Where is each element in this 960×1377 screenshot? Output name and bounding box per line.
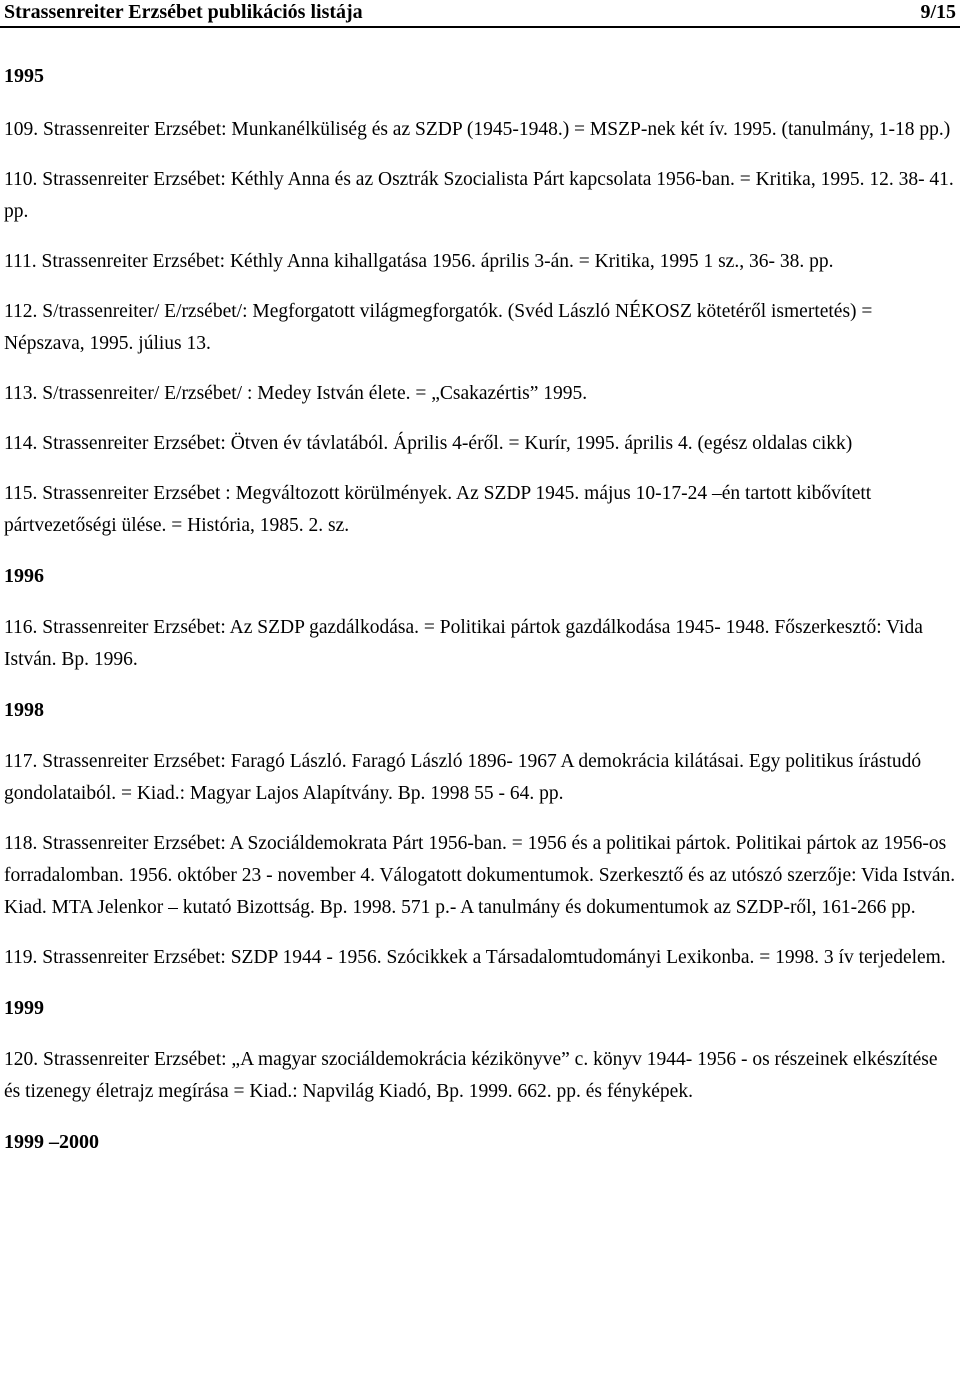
publication-entry: 117. Strassenreiter Erzsébet: Faragó László. Faragó László 1896- 1967 A demokrácia kilátásai. Egy politikus írástudó gondolataiból. = Kiad.: Magyar Lajos Alapítvány. Bp. 1998 55 - 64. pp.	[4, 751, 922, 804]
publication-entry: 114. Strassenreiter Erzsébet: Ötven év távlatából. Április 4-éről. = Kurír, 1995. április 4. (egész oldalas cikk)	[4, 433, 853, 454]
publication-entry: 115. Strassenreiter Erzsébet : Megváltozott körülmények. Az SZDP 1945. május 10-17-24 –én tartott kibővített pártvezetőségi ülése. = História, 1985. 2. sz.	[4, 483, 872, 536]
year-heading: 1999 –2000	[4, 1131, 99, 1153]
publication-entry: 113. S/trassenreiter/ E/rzsébet/ : Medey István élete. = „Csakazértis” 1995.	[4, 383, 588, 404]
page-number: 9/15	[920, 1, 956, 23]
publication-entry: 109. Strassenreiter Erzsébet: Munkanélküliség és az SZDP (1945-1948.) = MSZP-nek két ív. 1995. (tanulmány, 1-18 pp.)	[4, 119, 951, 140]
publication-entry: 111. Strassenreiter Erzsébet: Kéthly Anna kihallgatása 1956. április 3-án. = Kritika, 1995 1 sz., 36- 38. pp.	[4, 251, 834, 272]
year-heading: 1995	[4, 65, 44, 87]
publication-entry: 112. S/trassenreiter/ E/rzsébet/: Megforgatott világmegforgatók. (Svéd László NÉKOSZ kötetéről ismertetés) = Népszava, 1995. július 13.	[4, 301, 873, 354]
page-header	[0, 0, 960, 28]
publication-entry: 118. Strassenreiter Erzsébet: A Szociáldemokrata Párt 1956-ban. = 1956 és a politikai pártok. Politikai pártok az 1956-os forradalomban. 1956. október 23 - november 4. Válogatott dokumentumok. Szerkesztő és az utószó szerzője: Vida István. Kiad. MTA Jelenkor – kutató Bizottság. Bp. 1998. 571 p.- A tanulmány és dokumentumok az SZDP-ről, 161-266 pp.	[4, 833, 956, 918]
publication-entry: 110. Strassenreiter Erzsébet: Kéthly Anna és az Osztrák Szocialista Párt kapcsolata 1956-ban. = Kritika, 1995. 12. 38- 41. pp.	[4, 169, 954, 222]
year-heading: 1999	[4, 997, 44, 1019]
publication-entry: 116. Strassenreiter Erzsébet: Az SZDP gazdálkodása. = Politikai pártok gazdálkodása 1945- 1948. Főszerkesztő: Vida István. Bp. 1996.	[4, 617, 923, 670]
publication-entry: 120. Strassenreiter Erzsébet: „A magyar szociáldemokrácia kézikönyve” c. könyv 1944- 1956 - os részeinek elkészítése és tizenegy életrajz megírása = Kiad.: Napvilág Kiadó, Bp. 1999. 662. pp. és fényképek.	[4, 1049, 938, 1102]
year-heading: 1998	[4, 699, 44, 721]
header-title: Strassenreiter Erzsébet publikációs listája	[4, 1, 363, 23]
publication-entry: 119. Strassenreiter Erzsébet: SZDP 1944 - 1956. Szócikkek a Társadalomtudományi Lexikonba. = 1998. 3 ív terjedelem.	[4, 947, 946, 968]
year-heading: 1996	[4, 565, 44, 587]
